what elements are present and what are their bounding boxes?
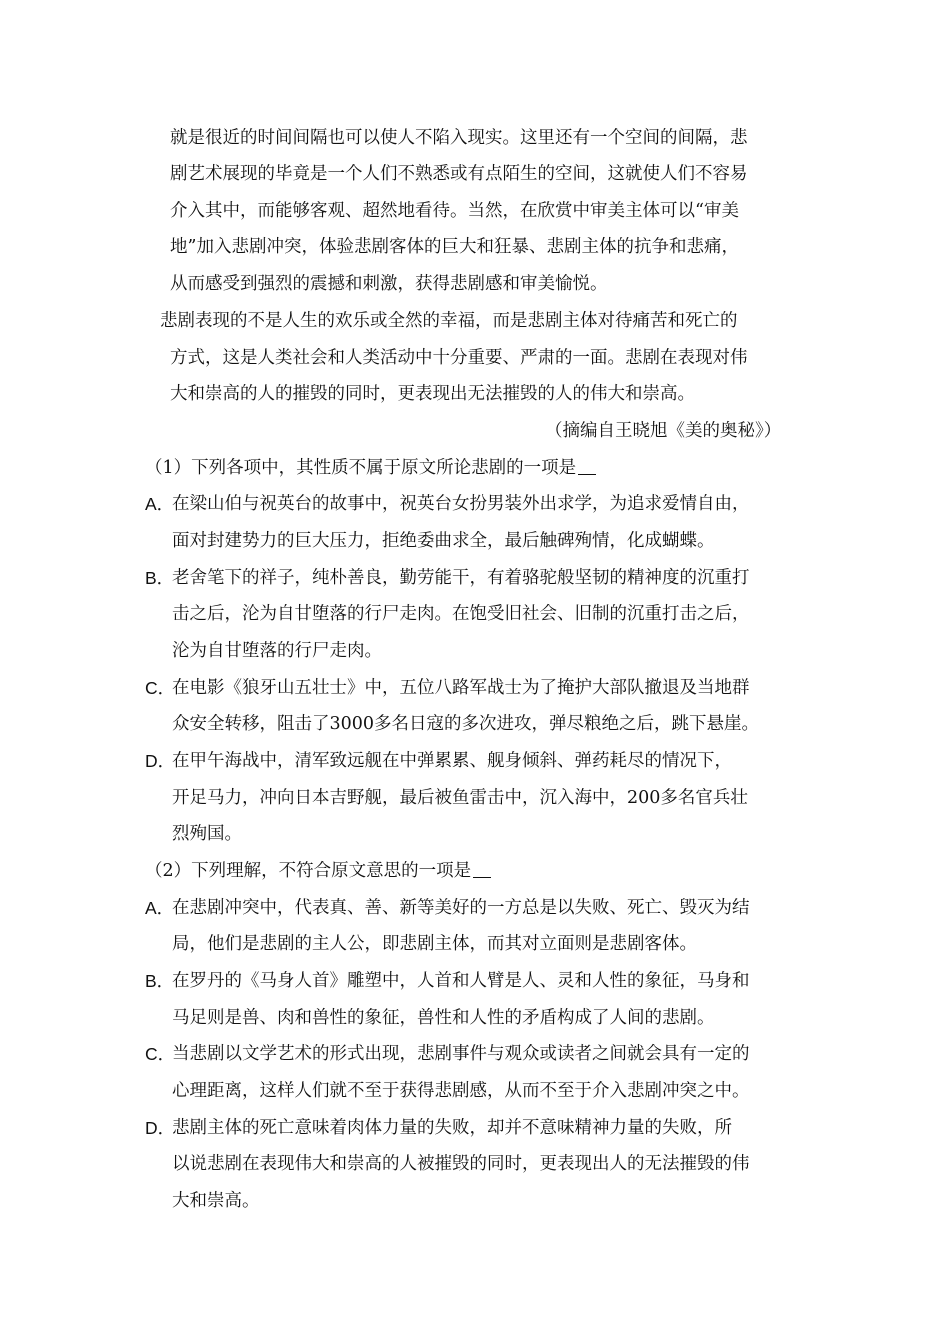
- option-label: A．: [145, 494, 175, 514]
- option-label: B．: [145, 568, 175, 588]
- question-stem-text: （1）下列各项中，其性质不属于原文所论悲剧的一项是: [145, 458, 577, 478]
- option-label: D．: [145, 1118, 176, 1138]
- option-line: 开足马力，冲向日本吉野舰，最后被鱼雷击中，沉入海中，200多名官兵壮: [172, 788, 748, 808]
- option-line: 局，他们是悲剧的主人公，即悲剧主体，而其对立面则是悲剧客体。: [172, 934, 697, 954]
- answer-blank: [473, 861, 491, 878]
- option-line: 在甲午海战中，清军致远舰在中弹累累、舰身倾斜、弹药耗尽的情况下，: [172, 751, 732, 771]
- option-line: 当悲剧以文学艺术的形式出现，悲剧事件与观众或读者之间就会具有一定的: [172, 1044, 750, 1064]
- option-line: 悲剧主体的死亡意味着肉体力量的失败，却并不意味精神力量的失败，所: [172, 1118, 732, 1138]
- option-label: C．: [145, 678, 176, 698]
- option-line: 大和崇高。: [172, 1191, 260, 1211]
- question-stem: [145, 457, 596, 479]
- option-line: 在罗丹的《马身人首》雕塑中，人首和人臂是人、灵和人性的象征，马身和: [172, 971, 750, 991]
- passage-line: 地”加入悲剧冲突，体验悲剧客体的巨大和狂暴、悲剧主体的抗争和悲痛，: [170, 237, 739, 257]
- option-line: 众安全转移，阻击了3000多名日寇的多次进攻，弹尽粮绝之后，跳下悬崖。: [172, 714, 760, 734]
- option-line: 马足则是兽、肉和兽性的象征，兽性和人性的矛盾构成了人间的悲剧。: [172, 1008, 715, 1028]
- option-line: 老舍笔下的祥子，纯朴善良，勤劳能干，有着骆驼般坚韧的精神度的沉重打: [172, 568, 750, 588]
- option-line: 在电影《狼牙山五壮士》中，五位八路军战士为了掩护大部队撤退及当地群: [172, 678, 750, 698]
- passage-line: 大和崇高的人的摧毁的同时，更表现出无法摧毁的人的伟大和崇高。: [170, 384, 695, 404]
- question-stem: [145, 860, 491, 882]
- option-line: 以说悲剧在表现伟大和崇高的人被摧毁的同时，更表现出人的无法摧毁的伟: [172, 1154, 750, 1174]
- option-label: C．: [145, 1044, 176, 1064]
- option-line: 面对封建势力的巨大压力，拒绝委曲求全，最后触碑殉情，化成蝴蝶。: [172, 531, 715, 551]
- passage-line: 方式，这是人类社会和人类活动中十分重要、严肃的一面。悲剧在表现对伟: [170, 348, 748, 368]
- option-line: 烈殉国。: [172, 824, 242, 844]
- answer-blank: [578, 458, 596, 475]
- option-label: B．: [145, 971, 175, 991]
- option-line: 心理距离，这样人们就不至于获得悲剧感，从而不至于介入悲剧冲突之中。: [172, 1081, 750, 1101]
- option-label: A．: [145, 898, 175, 918]
- option-line: 在梁山伯与祝英台的故事中，祝英台女扮男装外出求学，为追求爱情自由，: [172, 494, 750, 514]
- passage-line: 从而感受到强烈的震撼和刺激，获得悲剧感和审美愉悦。: [170, 274, 608, 294]
- option-line: 沦为自甘堕落的行尸走肉。: [172, 641, 382, 661]
- option-label: D．: [145, 751, 176, 771]
- option-line: 在悲剧冲突中，代表真、善、新等美好的一方总是以失败、死亡、毁灭为结: [172, 898, 750, 918]
- option-line: 击之后，沦为自甘堕落的行尸走肉。在饱受旧社会、旧制的沉重打击之后，: [172, 604, 750, 624]
- question-stem-text: （2）下列理解，不符合原文意思的一项是: [145, 861, 472, 881]
- passage-line: 悲剧表现的不是人生的欢乐或全然的幸福，而是悲剧主体对待痛苦和死亡的: [160, 311, 738, 331]
- passage-line: 就是很近的时间间隔也可以使人不陷入现实。这里还有一个空间的间隔，悲: [170, 128, 748, 148]
- passage-line: 介入其中，而能够客观、超然地看待。当然，在欣赏中审美主体可以“审美: [170, 201, 739, 221]
- passage-line: 剧艺术展现的毕竟是一个人们不熟悉或有点陌生的空间，这就使人们不容易: [170, 164, 748, 184]
- passage-source: （摘编自王晓旭《美的奥秘》）: [545, 421, 782, 441]
